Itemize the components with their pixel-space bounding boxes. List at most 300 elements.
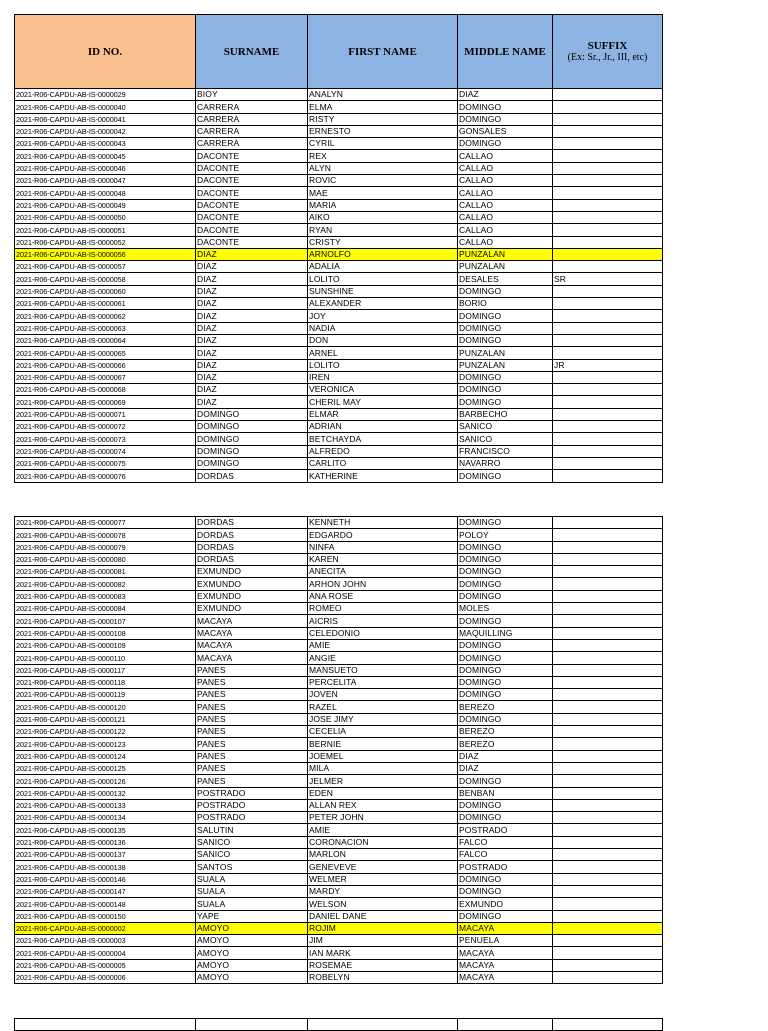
cell-surname: MACAYA [196, 639, 308, 651]
cell-first-name: MANSUETO [308, 664, 458, 676]
cell-middle-name: SANICO [458, 421, 553, 433]
table-row [15, 457, 663, 469]
cell-surname: SUALA [196, 898, 308, 910]
cell-suffix [553, 639, 663, 651]
cell-suffix [553, 799, 663, 811]
cell-id: 2021-R06-CAPDU-AB-IS-0000150 [15, 910, 196, 922]
cell-id: 2021-R06-CAPDU-AB-IS-0000076 [15, 470, 196, 482]
cell-first-name: MARIA [308, 199, 458, 211]
cell-surname: POSTRADO [196, 799, 308, 811]
cell-middle-name: MACAYA [458, 922, 553, 934]
table-row [15, 603, 663, 615]
table-row [15, 187, 663, 199]
table-row [15, 910, 663, 922]
cell-first-name: BETCHAYDA [308, 433, 458, 445]
cell-middle-name: DOMINGO [458, 113, 553, 125]
cell-middle-name: NAVARRO [458, 457, 553, 469]
cell-id: 2021-R06-CAPDU-AB-IS-0000047 [15, 175, 196, 187]
cell-suffix [553, 285, 663, 297]
table-row [15, 1019, 663, 1031]
cell-first-name: CARLITO [308, 457, 458, 469]
header-suffix [553, 15, 663, 89]
cell-id: 2021-R06-CAPDU-AB-IS-0000065 [15, 347, 196, 359]
cell-surname: DORDAS [196, 470, 308, 482]
cell-surname: DACONTE [196, 162, 308, 174]
cell-middle-name: PUNZALAN [458, 261, 553, 273]
cell-id: 2021-R06-CAPDU-AB-IS-0000110 [15, 652, 196, 664]
cell-middle-name: DOMINGO [458, 664, 553, 676]
cell-id: 2021-R06-CAPDU-AB-IS-0000069 [15, 396, 196, 408]
table-row [15, 553, 663, 565]
table-row [15, 824, 663, 836]
cell-middle-name: DOMINGO [458, 138, 553, 150]
cell-surname: POSTRADO [196, 812, 308, 824]
beneficiary-table-2 [14, 516, 663, 984]
cell-first-name: ANECITA [308, 566, 458, 578]
cell-suffix [553, 885, 663, 897]
cell-surname: PANES [196, 664, 308, 676]
cell-middle-name: PUNZALAN [458, 347, 553, 359]
cell-surname: AMOYO [196, 935, 308, 947]
cell-suffix [553, 89, 663, 101]
cell-id: 2021-R06-CAPDU-AB-IS-0000082 [15, 578, 196, 590]
cell-suffix [553, 750, 663, 762]
cell-surname: EXMUNDO [196, 603, 308, 615]
cell-middle-name: DOMINGO [458, 285, 553, 297]
table-row [15, 162, 663, 174]
cell-id: 2021-R06-CAPDU-AB-IS-0000138 [15, 861, 196, 873]
cell-suffix [553, 199, 663, 211]
cell-first-name: JOY [308, 310, 458, 322]
cell-middle-name: BARBECHO [458, 408, 553, 420]
table-row [15, 861, 663, 873]
table-row [15, 89, 663, 101]
header-surname: SURNAME [196, 15, 308, 89]
cell-id: 2021-R06-CAPDU-AB-IS-0000137 [15, 849, 196, 861]
cell-surname: POSTRADO [196, 787, 308, 799]
cell-middle-name: DOMINGO [458, 334, 553, 346]
cell-middle-name: DOMINGO [458, 541, 553, 553]
cell-first-name: ANGIE [308, 652, 458, 664]
cell-middle-name: CALLAO [458, 187, 553, 199]
beneficiary-table-1 [14, 14, 663, 483]
cell-first-name: LOLITO [308, 273, 458, 285]
cell-suffix [553, 517, 663, 529]
cell-middle-name: BORIO [458, 298, 553, 310]
cell-first-name: KENNETH [308, 517, 458, 529]
cell-id: 2021-R06-CAPDU-AB-IS-0000075 [15, 457, 196, 469]
cell-middle-name: DOMINGO [458, 676, 553, 688]
cell-id: 2021-R06-CAPDU-AB-IS-0000058 [15, 273, 196, 285]
cell-suffix [553, 334, 663, 346]
cell-middle-name: DOMINGO [458, 812, 553, 824]
cell-surname: DOMINGO [196, 433, 308, 445]
cell-first-name: ELMA [308, 101, 458, 113]
cell-id: 2021-R06-CAPDU-AB-IS-0000072 [15, 421, 196, 433]
cell-surname: DACONTE [196, 187, 308, 199]
cell-suffix [553, 812, 663, 824]
cell-suffix [553, 935, 663, 947]
cell-middle-name: FALCO [458, 849, 553, 861]
cell-surname: SALUTIN [196, 824, 308, 836]
cell-id: 2021-R06-CAPDU-AB-IS-0000071 [15, 408, 196, 420]
cell-first-name: NINFA [308, 541, 458, 553]
table-3-body [15, 1019, 663, 1031]
cell-surname: DIAZ [196, 310, 308, 322]
table-row [15, 199, 663, 211]
cell-id: 2021-R06-CAPDU-AB-IS-0000119 [15, 689, 196, 701]
cell-id: 2021-R06-CAPDU-AB-IS-0000060 [15, 285, 196, 297]
cell-surname: DIAZ [196, 285, 308, 297]
cell-middle-name: DOMINGO [458, 910, 553, 922]
table-row [15, 676, 663, 688]
cell-first-name: IREN [308, 371, 458, 383]
cell-first-name: NADIA [308, 322, 458, 334]
cell-surname: DIAZ [196, 359, 308, 371]
cell-first-name: RAZEL [308, 701, 458, 713]
table-row [15, 750, 663, 762]
cell-first-name: MARLON [308, 849, 458, 861]
cell-surname: DOMINGO [196, 421, 308, 433]
cell-middle-name: PUNZALAN [458, 248, 553, 260]
cell-suffix [553, 971, 663, 983]
cell-middle-name: DOMINGO [458, 470, 553, 482]
cell-suffix [553, 396, 663, 408]
cell-surname: AMOYO [196, 947, 308, 959]
table-2-body [15, 517, 663, 984]
table-row [15, 627, 663, 639]
cell-suffix [553, 590, 663, 602]
cell-suffix [553, 836, 663, 848]
cell-id: 2021-R06-CAPDU-AB-IS-0000066 [15, 359, 196, 371]
cell-surname: DIAZ [196, 396, 308, 408]
cell-id: 2021-R06-CAPDU-AB-IS-0000048 [15, 187, 196, 199]
cell-middle-name: DOMINGO [458, 384, 553, 396]
cell-first-name: ANA ROSE [308, 590, 458, 602]
cell-middle-name: DOMINGO [458, 322, 553, 334]
cell-id: 2021-R06-CAPDU-AB-IS-0000146 [15, 873, 196, 885]
cell-middle-name: DOMINGO [458, 639, 553, 651]
cell-surname: DIAZ [196, 298, 308, 310]
cell-first-name: CORONACION [308, 836, 458, 848]
table-row [15, 762, 663, 774]
table-row [15, 799, 663, 811]
cell-suffix [553, 529, 663, 541]
cell-surname: DIAZ [196, 248, 308, 260]
cell-surname: EXMUNDO [196, 590, 308, 602]
cell-id: 2021-R06-CAPDU-AB-IS-0000005 [15, 959, 196, 971]
cell-middle-name: PENUELA [458, 935, 553, 947]
cell-surname: DORDAS [196, 517, 308, 529]
cell-middle-name: DESALES [458, 273, 553, 285]
cell-surname: SANICO [196, 836, 308, 848]
cell-surname: MACAYA [196, 652, 308, 664]
cell-middle-name: MACAYA [458, 947, 553, 959]
cell-surname: CARRERA [196, 101, 308, 113]
table-row [15, 590, 663, 602]
cell-surname: DIAZ [196, 371, 308, 383]
cell-first-name: CYRIL [308, 138, 458, 150]
cell-suffix [553, 187, 663, 199]
table-row [15, 298, 663, 310]
cell-id: 2021-R06-CAPDU-AB-IS-0000117 [15, 664, 196, 676]
cell-id: 2021-R06-CAPDU-AB-IS-0000083 [15, 590, 196, 602]
cell-id: 2021-R06-CAPDU-AB-IS-0000041 [15, 113, 196, 125]
table-row [15, 566, 663, 578]
cell-first-name: AICRIS [308, 615, 458, 627]
cell-surname: DIAZ [196, 347, 308, 359]
cell-id: 2021-R06-CAPDU-AB-IS-0000062 [15, 310, 196, 322]
cell-middle-name: MAQUILLING [458, 627, 553, 639]
table-row [15, 812, 663, 824]
cell-middle-name: SANICO [458, 433, 553, 445]
table-row [15, 922, 663, 934]
cell-surname: BIOY [196, 89, 308, 101]
table-row [15, 959, 663, 971]
cell-id: 2021-R06-CAPDU-AB-IS-0000045 [15, 150, 196, 162]
table-row [15, 935, 663, 947]
cell-first-name: JOSE JIMY [308, 713, 458, 725]
cell-first-name: KAREN [308, 553, 458, 565]
cell-middle-name: DOMINGO [458, 566, 553, 578]
cell-first-name: IAN MARK [308, 947, 458, 959]
cell-middle-name: FRANCISCO [458, 445, 553, 457]
cell-surname: AMOYO [196, 971, 308, 983]
table-row [15, 445, 663, 457]
table-1-body [15, 89, 663, 483]
cell-first-name: ALFREDO [308, 445, 458, 457]
cell-first-name: ANALYN [308, 89, 458, 101]
cell-suffix [553, 762, 663, 774]
cell-middle-name: POLOY [458, 529, 553, 541]
cell-suffix [553, 371, 663, 383]
cell-suffix [553, 298, 663, 310]
cell-suffix [553, 211, 663, 223]
cell-first-name: RYAN [308, 224, 458, 236]
cell-middle-name: DOMINGO [458, 553, 553, 565]
cell-first-name: BERNIE [308, 738, 458, 750]
cell-id: 2021-R06-CAPDU-AB-IS-0000122 [15, 726, 196, 738]
cell-middle-name: DOMINGO [458, 590, 553, 602]
cell-surname: DACONTE [196, 150, 308, 162]
cell-surname: PANES [196, 713, 308, 725]
cell-first-name: ROBELYN [308, 971, 458, 983]
cell-middle-name: CALLAO [458, 175, 553, 187]
cell-middle-name: CALLAO [458, 150, 553, 162]
table-row [15, 396, 663, 408]
cell-middle-name: DOMINGO [458, 713, 553, 725]
cell-first-name: REX [308, 150, 458, 162]
cell-first-name: DANIEL DANE [308, 910, 458, 922]
cell-first-name: ALLAN REX [308, 799, 458, 811]
cell-first-name: ELMAR [308, 408, 458, 420]
cell-middle-name: DOMINGO [458, 615, 553, 627]
cell-first-name: ERNESTO [308, 125, 458, 137]
cell-first-name: ARNOLFO [308, 248, 458, 260]
cell-id: 2021-R06-CAPDU-AB-IS-0000107 [15, 615, 196, 627]
cell-id: 2021-R06-CAPDU-AB-IS-0000004 [15, 947, 196, 959]
cell-middle-name: DOMINGO [458, 775, 553, 787]
cell-id: 2021-R06-CAPDU-AB-IS-0000049 [15, 199, 196, 211]
cell-first-name: WELSON [308, 898, 458, 910]
cell-surname: DOMINGO [196, 445, 308, 457]
header-middle-name: MIDDLE NAME [458, 15, 553, 89]
cell-id: 2021-R06-CAPDU-AB-IS-0000073 [15, 433, 196, 445]
cell-middle-name: DOMINGO [458, 799, 553, 811]
table-row [15, 885, 663, 897]
cell-surname: AMOYO [196, 922, 308, 934]
cell-id: 2021-R06-CAPDU-AB-IS-0000056 [15, 248, 196, 260]
cell-suffix [553, 445, 663, 457]
cell-suffix [553, 861, 663, 873]
table-row [15, 639, 663, 651]
cell-surname: DORDAS [196, 529, 308, 541]
cell-surname: PANES [196, 676, 308, 688]
cell-surname: MACAYA [196, 627, 308, 639]
cell-id: 2021-R06-CAPDU-AB-IS-0000148 [15, 898, 196, 910]
table-row [15, 101, 663, 113]
cell-suffix: JR [553, 359, 663, 371]
cell-suffix [553, 175, 663, 187]
cell-suffix [553, 959, 663, 971]
cell-surname: SANICO [196, 849, 308, 861]
cell-id: 2021-R06-CAPDU-AB-IS-0000051 [15, 224, 196, 236]
cell-surname: DOMINGO [196, 457, 308, 469]
cell-suffix [553, 113, 663, 125]
cell-id: 2021-R06-CAPDU-AB-IS-0000068 [15, 384, 196, 396]
cell-suffix [553, 615, 663, 627]
cell-suffix: SR [553, 273, 663, 285]
cell-first-name: MARDY [308, 885, 458, 897]
cell-id: 2021-R06-CAPDU-AB-IS-0000147 [15, 885, 196, 897]
cell-surname: DIAZ [196, 384, 308, 396]
cell-surname: DACONTE [196, 175, 308, 187]
cell-first-name: CHERIL MAY [308, 396, 458, 408]
cell-surname: SANTOS [196, 861, 308, 873]
cell-id: 2021-R06-CAPDU-AB-IS-0000125 [15, 762, 196, 774]
cell-middle-name: DOMINGO [458, 873, 553, 885]
cell-id: 2021-R06-CAPDU-AB-IS-0000133 [15, 799, 196, 811]
table-row [15, 371, 663, 383]
cell-suffix [553, 541, 663, 553]
cell-id: 2021-R06-CAPDU-AB-IS-0000064 [15, 334, 196, 346]
cell-suffix [553, 322, 663, 334]
cell-middle-name: CALLAO [458, 236, 553, 248]
header-suffix-label: SUFFIX [587, 40, 628, 52]
table-row [15, 787, 663, 799]
cell-middle-name: MACAYA [458, 959, 553, 971]
table-row [15, 421, 663, 433]
cell-middle-name: POSTRADO [458, 824, 553, 836]
header-id: ID NO. [15, 15, 196, 89]
cell-id: 2021-R06-CAPDU-AB-IS-0000081 [15, 566, 196, 578]
cell-id: 2021-R06-CAPDU-AB-IS-0000063 [15, 322, 196, 334]
table-row [15, 347, 663, 359]
cell-surname: DIAZ [196, 273, 308, 285]
cell-first-name: ROMEO [308, 603, 458, 615]
cell-suffix [553, 433, 663, 445]
table-row [15, 947, 663, 959]
cell-surname: SUALA [196, 885, 308, 897]
table-row [15, 236, 663, 248]
cell-surname: DOMINGO [196, 408, 308, 420]
cell-suffix [553, 578, 663, 590]
cell-suffix [553, 873, 663, 885]
cell-surname: EXMUNDO [196, 566, 308, 578]
cell-surname: YAPE [196, 910, 308, 922]
cell-first-name: KATHERINE [308, 470, 458, 482]
cell-id: 2021-R06-CAPDU-AB-IS-0000121 [15, 713, 196, 725]
cell-suffix [553, 566, 663, 578]
cell-suffix [553, 421, 663, 433]
cell-first-name: CECELIA [308, 726, 458, 738]
cell-first-name: VERONICA [308, 384, 458, 396]
cell-middle-name: DOMINGO [458, 101, 553, 113]
table-row [15, 248, 663, 260]
cell-first-name: ALYN [308, 162, 458, 174]
cell-suffix [553, 553, 663, 565]
cell-middle-name: DIAZ [458, 762, 553, 774]
cell-first-name: JIM [308, 935, 458, 947]
cell-id: 2021-R06-CAPDU-AB-IS-0000080 [15, 553, 196, 565]
cell-surname: CARRERA [196, 138, 308, 150]
table-row [15, 529, 663, 541]
cell-id: 2021-R06-CAPDU-AB-IS-0000126 [15, 775, 196, 787]
cell-surname: CARRERA [196, 113, 308, 125]
table-row [15, 322, 663, 334]
cell-middle-name: DOMINGO [458, 689, 553, 701]
cell-middle-name: DIAZ [458, 89, 553, 101]
cell-first-name: MAE [308, 187, 458, 199]
cell-id: 2021-R06-CAPDU-AB-IS-0000120 [15, 701, 196, 713]
table-row [15, 971, 663, 983]
cell-suffix [553, 384, 663, 396]
cell-suffix [553, 787, 663, 799]
cell-surname: DACONTE [196, 224, 308, 236]
cell-suffix [553, 310, 663, 322]
cell-surname: PANES [196, 775, 308, 787]
table-row [15, 615, 663, 627]
cell-id: 2021-R06-CAPDU-AB-IS-0000079 [15, 541, 196, 553]
cell-surname: DORDAS [196, 541, 308, 553]
cell-middle-name: BEREZO [458, 738, 553, 750]
cell-middle-name: EXMUNDO [458, 898, 553, 910]
cell-first-name: ROVIC [308, 175, 458, 187]
table-row [15, 541, 663, 553]
cell-first-name: MILA [308, 762, 458, 774]
cell-first-name: LOLITO [308, 359, 458, 371]
cell-id: 2021-R06-CAPDU-AB-IS-0000067 [15, 371, 196, 383]
cell-surname: DIAZ [196, 334, 308, 346]
cell-id: 2021-R06-CAPDU-AB-IS-0000136 [15, 836, 196, 848]
cell-suffix [553, 101, 663, 113]
cell-middle-name: DOMINGO [458, 310, 553, 322]
cell-middle-name: MACAYA [458, 971, 553, 983]
cell-id: 2021-R06-CAPDU-AB-IS-0000124 [15, 750, 196, 762]
cell-first-name: DON [308, 334, 458, 346]
table-row [15, 334, 663, 346]
cell-middle-name: POSTRADO [458, 861, 553, 873]
cell-id: 2021-R06-CAPDU-AB-IS-0000003 [15, 935, 196, 947]
cell-first-name: EDEN [308, 787, 458, 799]
cell-surname: DIAZ [196, 261, 308, 273]
cell-first-name: JELMER [308, 775, 458, 787]
cell-first-name: JOEMEL [308, 750, 458, 762]
cell-surname: PANES [196, 750, 308, 762]
cell-middle-name: GONSALES [458, 125, 553, 137]
cell-first-name: PETER JOHN [308, 812, 458, 824]
cell-surname: AMOYO [196, 959, 308, 971]
